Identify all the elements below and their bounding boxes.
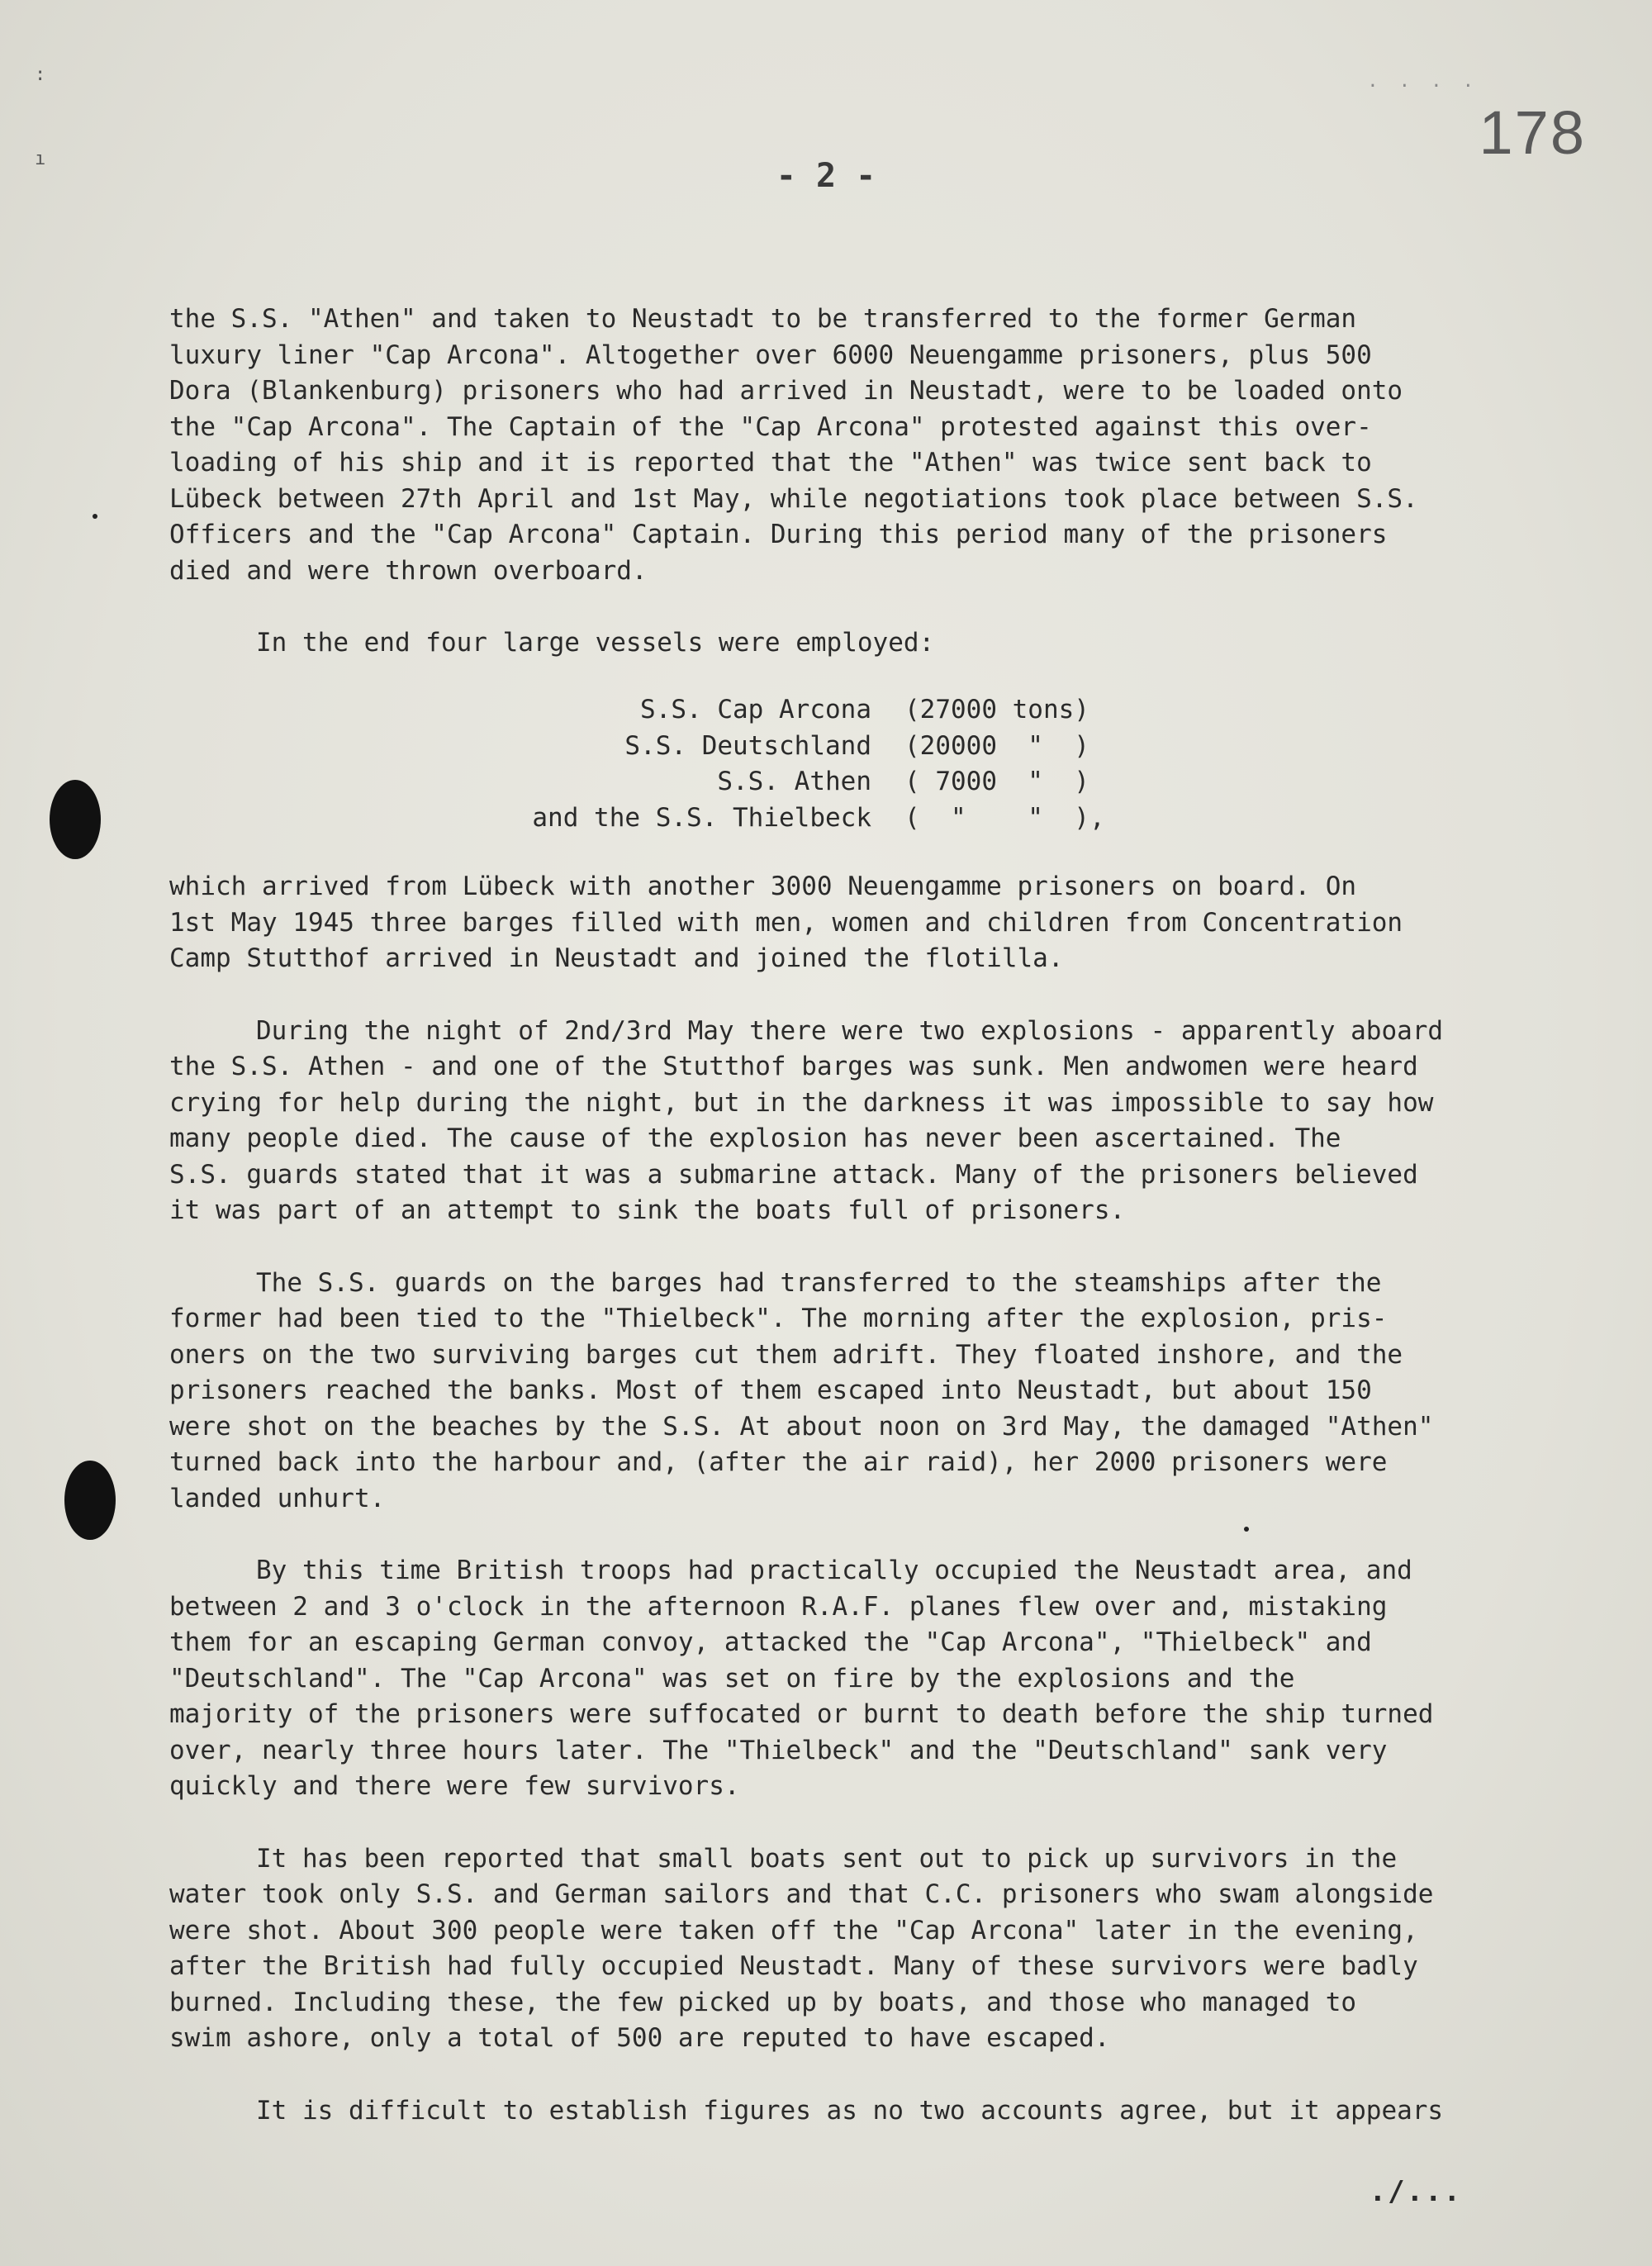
text-line: It is difficult to establish figures as no two accounts agree, but it appears [256,2095,1444,2126]
text-line: swim ashore, only a total of 500 are reputed to have escaped. [169,2023,1110,2053]
vessel-tonnage: (20000 " ) [904,730,1089,761]
paragraph-2 [169,625,1607,662]
text-block-1 [169,302,1607,698]
vessel-name: S.S. Cap Arcona [640,695,871,724]
paragraph-3 [169,869,1607,977]
text-block-2 [169,869,1607,2165]
text-line: former had been tied to the "Thielbeck". The morning after the explosion, pris- [169,1304,1388,1333]
text-line: In the end four large vessels were employed: [256,628,935,658]
text-line: Dora (Blankenburg) prisoners who had arrived in Neustadt, were to be loaded onto [169,376,1403,406]
stray-mark [93,514,97,519]
text-line: "Deutschland". The "Cap Arcona" was set on fire by the explosions and the [169,1663,1295,1694]
vessel-name: S.S. Deutschland [624,730,871,761]
vessel-name: S.S. Athen [717,767,871,796]
vessel-row [442,764,1119,800]
text-line: were shot on the beaches by the S.S. At about noon on 3rd May, the damaged "Athen" [169,1411,1434,1442]
page-number: 178 [1479,98,1586,167]
punch-hole [64,1461,116,1540]
vessel-tonnage: (27000 tons) [904,695,1089,724]
paragraph-8 [169,2093,1607,2130]
text-line: It has been reported that small boats sent out to pick up survivors in the [256,1843,1398,1874]
text-line: over, nearly three hours later. The "Thielbeck" and the "Deutschland" sank very [169,1735,1388,1765]
text-line: burned. Including these, the few picked up by boats, and those who managed to [169,1987,1357,2017]
margin-mark: : [35,64,46,85]
text-line: which arrived from Lübeck with another 3000 Neuengamme prisoners on board. On [169,872,1357,901]
text-line: crying for help during the night, but in the darkness it was impossible to say how [169,1087,1434,1118]
vessel-tonnage: ( 7000 " ) [904,767,1089,796]
text-line: it was part of an attempt to sink the boats full of prisoners. [169,1195,1126,1225]
paragraph-5 [169,1266,1607,1518]
text-line: died and were thrown overboard. [169,555,648,586]
text-line: landed unhurt. [169,1483,386,1513]
text-line: During the night of 2nd/3rd May there were two explosions - apparently aboard [256,1015,1444,1046]
vessel-list [442,692,1119,836]
text-line: between 2 and 3 o'clock in the afternoon R.A.F. planes flew over and, mistaking [169,1591,1388,1622]
text-line: The S.S. guards on the barges had transferred to the steamships after the [256,1267,1382,1298]
text-line: luxury liner "Cap Arcona". Altogether over 6000 Neuengamme prisoners, plus 500 [169,340,1372,370]
page-header: - 2 - [776,157,876,195]
text-line: loading of his ship and it is reported that the "Athen" was twice sent back to [169,448,1372,477]
paragraph-6 [169,1553,1607,1805]
vessel-row [442,729,1119,765]
text-line: were shot. About 300 people were taken off the "Cap Arcona" later in the evening, [169,1915,1418,1945]
text-line: the "Cap Arcona". The Captain of the "Cap Arcona" protested against this over- [169,411,1372,442]
text-line: prisoners reached the banks. Most of them escaped into Neustadt, but about 150 [169,1375,1372,1405]
continuation-mark: ./... [1369,2175,1462,2208]
paragraph-4 [169,1014,1607,1229]
text-line: 1st May 1945 three barges filled with men, women and children from Concentration [169,907,1403,938]
text-line: turned back into the harbour and, (after the air raid), her 2000 prisoners were [169,1447,1388,1477]
vessel-name: and the S.S. Thielbeck [532,802,871,833]
text-line: many people died. The cause of the explosion has never been ascertained. The [169,1123,1341,1153]
text-line: Camp Stutthof arrived in Neustadt and joined the flotilla. [169,943,1064,973]
text-line: oners on the two surviving barges cut them adrift. They floated inshore, and the [169,1339,1403,1370]
text-line: quickly and there were few survivors. [169,1771,740,1801]
paragraph-7 [169,1841,1607,2057]
text-line: Officers and the "Cap Arcona" Captain. During this period many of the prisoners [169,520,1388,549]
margin-dots: · · · · [1367,76,1479,97]
paragraph-1 [169,302,1607,589]
text-line: S.S. guards stated that it was a submarine attack. Many of the prisoners believed [169,1159,1418,1190]
text-line: majority of the prisoners were suffocated or burnt to death before the ship turned [169,1699,1434,1729]
text-line: the S.S. Athen - and one of the Stutthof barges was sunk. Men andwomen were heard [169,1052,1418,1081]
punch-hole [50,780,101,859]
text-line: water took only S.S. and German sailors and that C.C. prisoners who swam alongside [169,1879,1434,1909]
text-line: them for an escaping German convoy, attacked the "Cap Arcona", "Thielbeck" and [169,1627,1372,1657]
vessel-row [442,692,1119,729]
text-line: By this time British troops had practically occupied the Neustadt area, and [256,1556,1412,1585]
vessel-row [442,800,1119,837]
text-line: Lübeck between 27th April and 1st May, while negotiations took place between S.S. [169,483,1418,514]
text-line: after the British had fully occupied Neustadt. Many of these survivors were badly [169,1951,1418,1981]
margin-mark: ı [35,149,46,169]
vessel-tonnage: ( " " ), [904,802,1105,833]
text-line: the S.S. "Athen" and taken to Neustadt to be transferred to the former German [169,304,1357,334]
